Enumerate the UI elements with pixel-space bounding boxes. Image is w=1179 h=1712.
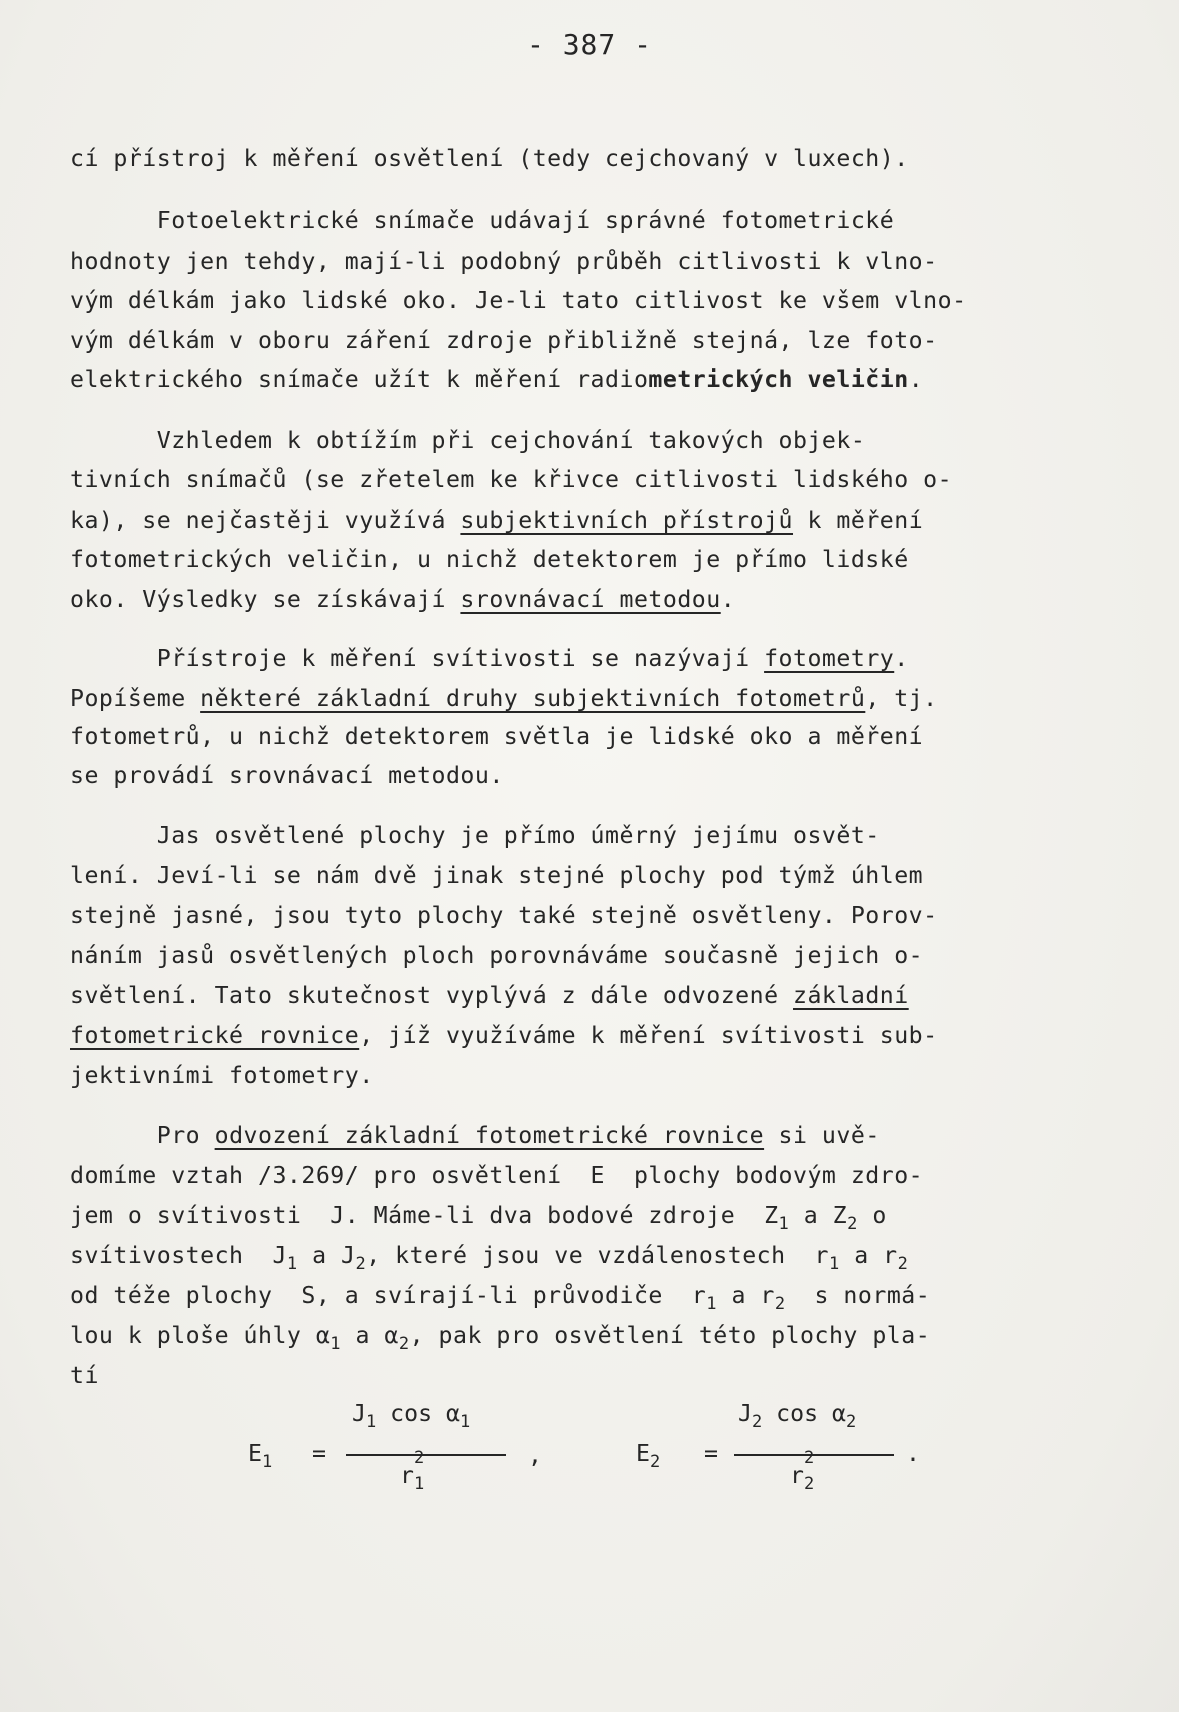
text-line [70,427,865,454]
underlined-term: subjektivních přístrojů [460,507,794,534]
text-segment: Jas osvětlené plochy je přímo úměrný jejímu osvět- [70,822,880,849]
formula-period: . [906,1440,920,1467]
text-line [70,1062,374,1089]
underlined-term: některé základní druhy subjektivních fotometrů [200,685,866,712]
page-number: - 387 - [526,28,652,61]
text-segment: vým délkám v oboru záření zdroje přibližně stejná, lze foto- [70,327,938,354]
text-line [70,822,880,849]
text-segment: a r [839,1242,898,1269]
text-segment: . [720,586,736,613]
fraction-bar-1 [346,1454,506,1456]
subscript: 2 [897,1254,909,1274]
underlined-term: základní [793,982,909,1009]
formula-lhs-e2: $E_2$ [636,1440,661,1472]
text-line [70,145,909,172]
text-segment: vým délkám jako lidské oko. Je-li tato citlivost ke všem vlno- [70,287,967,314]
text-segment: cí přístroj k měření osvětlení (tedy cejchovaný v luxech). [70,145,909,172]
subscript: 2 [847,1214,858,1234]
text-line [70,1322,931,1354]
subscript: 1 [828,1254,840,1274]
text-line [70,1162,923,1189]
text-segment: Pro [70,1122,215,1149]
subscript: 2 [355,1254,367,1274]
subscript: 2 [398,1334,410,1354]
formula-lhs-e1: $E_1$ [248,1440,273,1472]
text-segment: o [857,1202,887,1229]
text-segment: a Z [789,1202,848,1229]
text-line [70,507,923,534]
text-line [70,1362,99,1389]
text-segment: , pak pro osvětlení této plochy pla- [409,1322,931,1349]
formula-numerator-2: $J_2$ $\cos \alpha_2$ [738,1400,857,1432]
text-line [70,1282,931,1314]
text-segment: tivních snímačů (se zřetelem ke křivce citlivosti lidského o- [70,466,953,493]
text-segment: k měření [793,507,924,534]
text-segment: , které jsou ve vzdálenostech r [366,1242,829,1269]
text-line [70,1202,887,1234]
text-line [70,1242,909,1274]
underlined-term: fotometry [764,645,895,672]
text-line [70,1022,938,1049]
text-segment: jem o svítivosti J. Máme-li dva bodové zdroje Z [70,1202,779,1229]
text-line [70,466,952,493]
text-segment: náním jasů osvětlených ploch porovnáváme současně jejich o- [70,942,924,969]
text-segment: hodnoty jen tehdy, mají-li podobný průběh citlivosti k vlno- [70,248,938,275]
underlined-term: srovnávací metodou [460,586,721,613]
text-segment: . [908,366,924,393]
text-segment: Popíšeme [70,685,201,712]
text-segment: . [894,645,909,672]
text-line [70,248,938,275]
text-segment: tí [70,1362,99,1389]
text-segment: domíme vztah /3.269/ pro osvětlení E plochy bodovým zdro- [70,1162,924,1189]
formula-equals-1: = [312,1440,326,1467]
formula-numerator-1: $J_1$ $\cos \alpha_1$ [352,1400,471,1432]
text-segment: Vzhledem k obtížím při cejchování takových objek- [70,427,866,454]
photometric-formula [0,1400,1179,1520]
subscript: 1 [706,1294,717,1314]
text-segment: a α [341,1322,399,1349]
text-line [70,366,923,393]
text-line [70,1122,880,1149]
text-segment: Fotoelektrické snímače udávají správné fotometrické [70,207,895,234]
text-segment: ka), se nejčastěji využívá [70,507,461,534]
text-segment: jektivními fotometry. [70,1062,374,1089]
text-line [70,685,938,712]
text-segment: fotometrických veličin, u nichž detektorem je přímo lidské [70,546,909,573]
text-segment: a J [297,1242,356,1269]
text-line [70,207,894,234]
text-line [70,586,735,613]
text-line [70,862,923,889]
text-segment: , tj. [865,685,938,712]
text-segment: elektrického snímače užít k měření radio [70,366,649,393]
formula-comma: , [528,1442,542,1469]
underlined-term: odvození základní fotometrické rovnice [214,1122,765,1149]
text-line [70,902,938,929]
text-segment: metrických veličin [648,366,909,393]
text-segment: lou k ploše úhly α [70,1322,331,1349]
text-segment: se provádí srovnávací metodou. [70,762,504,789]
text-segment: světlení. Tato skutečnost vyplývá z dále odvozené [70,982,794,1009]
text-line [70,723,923,750]
text-segment: a r [717,1282,775,1309]
text-line [70,327,938,354]
underlined-term: fotometrické rovnice [70,1022,360,1049]
text-segment: si uvě- [764,1122,880,1149]
text-line [70,942,923,969]
text-segment: Přístroje k měření svítivosti se nazývají [70,645,765,672]
text-segment: , jíž využíváme k měření svítivosti sub- [359,1022,938,1049]
text-line [70,982,909,1009]
subscript: 1 [330,1334,342,1354]
text-segment: oko. Výsledky se získávají [70,586,461,613]
formula-denominator-1: r 2 $_1$ [400,1448,425,1494]
text-line [70,645,909,672]
formula-denominator-2: r 2 $_2$ [790,1448,815,1494]
formula-equals-2: = [704,1440,718,1467]
text-line [70,546,909,573]
text-line [70,287,967,314]
subscript: 1 [778,1214,790,1234]
text-segment: lení. Jeví-li se nám dvě jinak stejné plochy pod týmž úhlem [70,862,924,889]
subscript: 2 [774,1294,786,1314]
text-segment: svítivostech J [70,1242,287,1269]
subscript: 1 [286,1254,298,1274]
text-line [70,762,504,789]
text-segment: s normá- [785,1282,931,1309]
text-segment: fotometrů, u nichž detektorem světla je lidské oko a měření [70,723,924,750]
text-segment: od téže plochy S, a svírají-li průvodiče r [70,1282,707,1309]
text-segment: stejně jasné, jsou tyto plochy také stejně osvětleny. Porov- [70,902,938,929]
